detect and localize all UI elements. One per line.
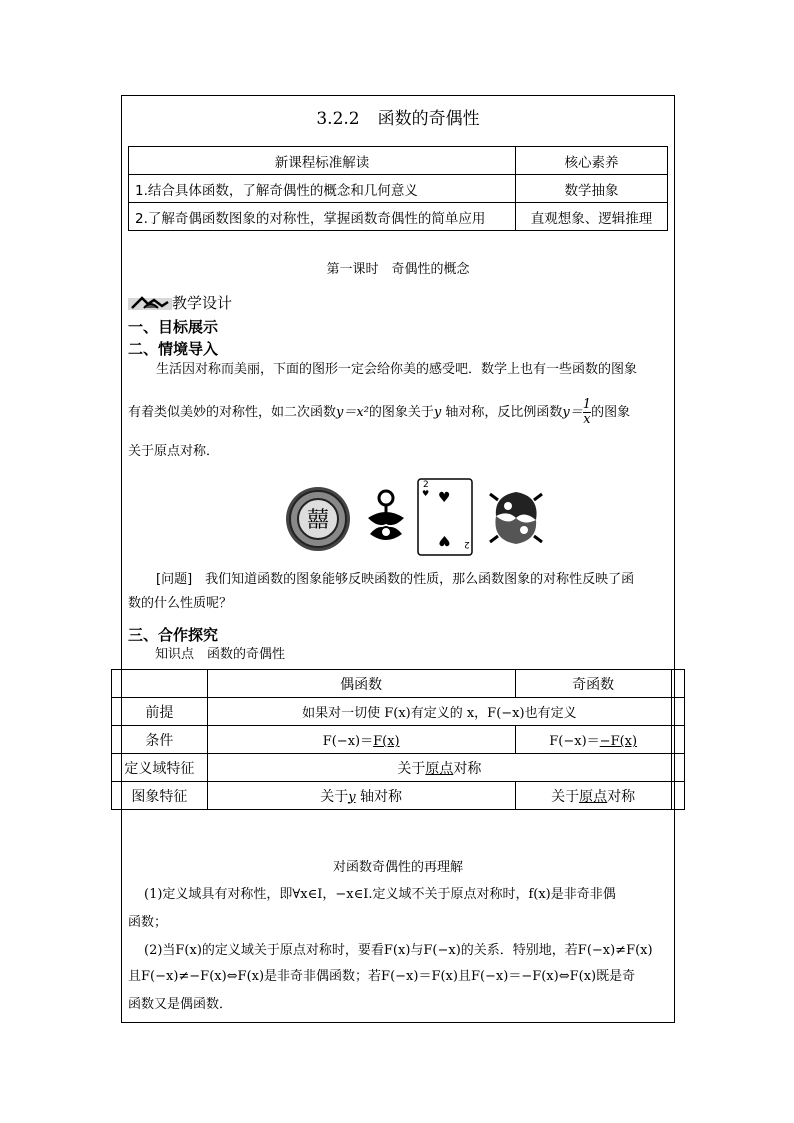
question-tag: [问题] [156,572,193,587]
domain-cell [207,754,671,782]
domain-answer: 原点 [425,760,454,777]
fraction-denominator: x [583,412,591,427]
table-row [112,782,685,810]
core-header: 核心素养 [516,147,668,175]
quadratic-function: y＝x² [336,405,369,420]
section-title: 函数的奇偶性 [377,109,480,129]
question-text: 我们知道函数的图象能够反映函数的性质，那么函数图象的对称性反映了函 [205,572,635,587]
graph-answer: y [348,789,356,805]
page-title [121,104,675,129]
graph-text: 对称 [607,788,636,805]
question-line-1 [128,570,668,590]
row-label: 图象特征 [112,782,208,810]
card-suit-top: ♥ [438,490,451,506]
teaching-design-icon [128,294,172,312]
section-heading-3: 三、合作探究 [128,626,219,644]
core-item: 直观想象、逻辑推理 [516,203,668,231]
row-label: 条件 [112,726,208,754]
graph-answer: 原点 [579,788,608,805]
graph-text: 关于 [320,788,349,805]
design-label: 教学设计 [172,294,233,312]
table-row [112,670,685,698]
table-cell [671,754,684,782]
intro-line-2 [128,398,668,427]
graph-text: 轴对称 [355,788,403,805]
reciprocal-fraction [583,398,591,427]
reunderstanding-p1a: (1)定义域具有对称性，即∀x∈I，−x∈I.定义域不关于原点对称时，f(x)是非奇非偶 [144,887,616,902]
table-row [112,754,685,782]
condition-lhs: F(−x)＝ [322,734,374,749]
graph-text: 关于 [551,788,580,805]
condition-rhs: −F(x) [599,734,638,749]
table-header: 奇函数 [515,670,671,698]
even-condition [207,726,515,754]
double-happiness-medallion [284,485,352,553]
intro-text: 的图象 [591,405,631,420]
premise-cell: 如果对一切使 F(x)有定义的 x，F(−x)也有定义 [207,698,671,726]
lesson-title: 第一课时 奇偶性的概念 [326,262,470,277]
card-rank-bottom: 2 [464,539,470,549]
reciprocal-lhs: y＝ [562,405,583,420]
table-header [112,670,208,698]
ornament-symbol [364,488,408,550]
standards-table [128,146,668,231]
fraction-numerator: 1 [582,397,592,412]
table-cell [671,782,684,810]
twin-fish-symbol [484,486,548,550]
table-row [112,726,685,754]
reunderstanding-p1b: 函数； [128,915,168,930]
table-cell [671,670,684,698]
standards-header: 新课程标准解读 [129,147,516,175]
table-cell [671,698,684,726]
condition-lhs: F(−x)＝ [549,734,600,749]
odd-graph-cell [515,782,671,810]
question-line-2: 数的什么性质呢？ [128,596,233,611]
standard-item: 1.结合具体函数，了解奇偶性的概念和几何意义 [129,175,516,203]
table-row [112,698,685,726]
odd-condition [515,726,671,754]
section-heading-1: 一、目标展示 [128,318,219,336]
card-rank-top: 2 [423,480,429,490]
table-header: 偶函数 [207,670,515,698]
table-row [129,175,668,203]
row-label: 定义域特征 [112,754,208,782]
section-heading-2: 二、情境导入 [128,340,219,358]
reunderstanding-title: 对函数奇偶性的再理解 [332,860,463,875]
svg-text:囍: 囍 [306,508,330,533]
standard-item: 2.了解奇偶函数图象的对称性，掌握函数奇偶性的简单应用 [129,203,516,231]
core-item: 数学抽象 [516,175,668,203]
card-suit-bottom: ♥ [438,532,451,548]
comparison-table [111,669,685,810]
condition-rhs: F(x) [373,734,400,749]
intro-line-1: 生活因对称而美丽，下面的图形一定会给你美的感受吧．数学上也有一些函数的图象 [156,362,638,377]
even-graph-cell [207,782,515,810]
reunderstanding-p2b: 且F(−x)≠−F(x)⇔F(x)是非奇非偶函数；若F(−x)＝F(x)且F(−x)＝−F(x)⇔F(x)既是奇 [128,969,636,984]
reunderstanding-p2a: (2)当F(x)的定义域关于原点对称时，要看F(x)与F(−x)的关系．特别地，若F(−x)≠F(x) [144,943,653,958]
intro-text: 的图象关于 [368,405,434,420]
table-row [129,147,668,175]
domain-text: 关于 [397,760,426,777]
card-suit-small: ♥ [422,489,430,498]
section-number: 3.2.2 [316,109,360,129]
design-heading [128,292,232,313]
intro-line-3: 关于原点对称． [128,444,220,459]
table-row [129,203,668,231]
intro-text: 有着类似美妙的对称性，如二次函数 [128,405,337,420]
knowledge-point: 知识点 函数的奇偶性 [155,647,286,662]
domain-text: 对称 [453,760,482,777]
table-cell [671,726,684,754]
y-axis-symbol: y [433,405,442,420]
row-label: 前提 [112,698,208,726]
intro-text: 轴对称，反比例函数 [441,405,563,420]
symmetry-images [284,478,554,558]
reunderstanding-p2c: 函数又是偶函数． [128,997,233,1012]
